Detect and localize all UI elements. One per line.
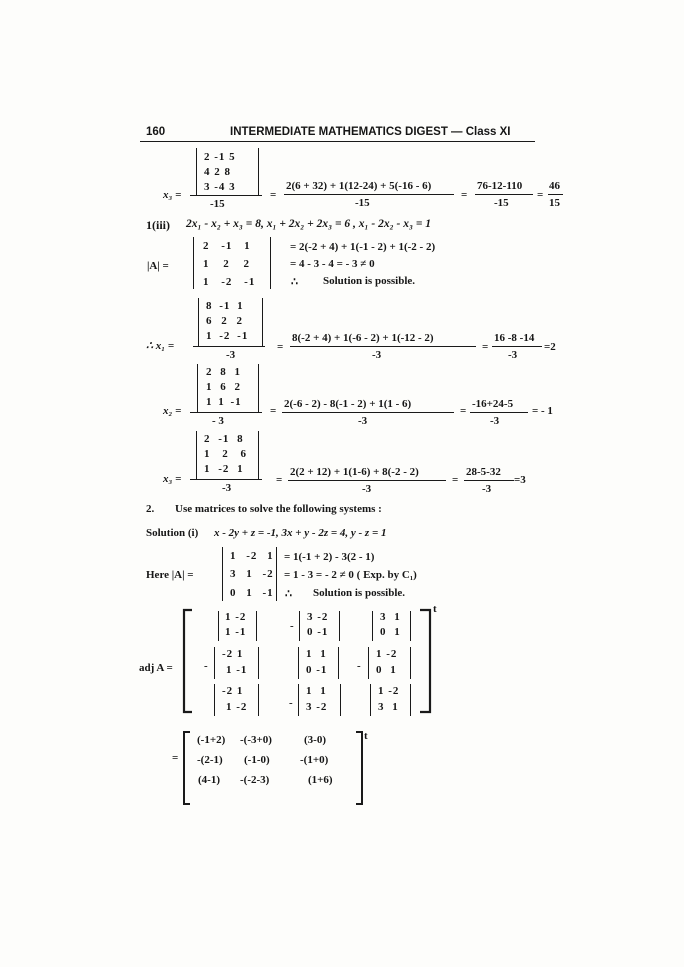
problem-2-text: Use matrices to solve the following systems : bbox=[175, 503, 382, 515]
result-sup: t bbox=[364, 730, 368, 742]
lhs-x3a: x₃ = bbox=[163, 189, 182, 201]
x2-result: = - 1 bbox=[532, 405, 553, 417]
result-denominator: 15 bbox=[549, 197, 560, 209]
x1-result: =2 bbox=[544, 341, 556, 353]
system-equations: 2x₁ - x₂ + x₃ = 8, x₁ + 2x₂ + 2x₃ = 6 , x₁ - 2x₂ - x₃ = 1 bbox=[186, 218, 432, 230]
solution-possible: Solution is possible. bbox=[323, 275, 416, 287]
numerator-sum: 76-12-110 bbox=[477, 180, 523, 192]
solution-label: Solution (i) bbox=[146, 527, 199, 539]
fraction-bar bbox=[190, 195, 262, 196]
header-rule bbox=[140, 141, 535, 142]
result-numerator: 46 bbox=[549, 180, 560, 192]
problem-label: 1(iii) bbox=[146, 218, 170, 232]
denominator: -15 bbox=[210, 198, 225, 210]
problem-2-label: 2. bbox=[146, 503, 155, 515]
system-equations-2: x - 2y + z = -1, 3x + y - 2z = 4, y - z = 1 bbox=[214, 527, 387, 539]
x3-result: =3 bbox=[514, 474, 526, 486]
det-label: |A| = bbox=[147, 260, 169, 272]
denominator-expansion: -15 bbox=[355, 197, 370, 209]
adj-label: adj A = bbox=[139, 662, 173, 674]
running-title: INTERMEDIATE MATHEMATICS DIGEST — Class XI bbox=[230, 126, 511, 138]
equals: = bbox=[270, 189, 277, 201]
lhs-x2: x₂ = bbox=[163, 405, 182, 417]
transpose-sup: t bbox=[433, 603, 437, 615]
result-equals: = bbox=[172, 752, 179, 764]
therefore-symbol: ∴ bbox=[291, 276, 298, 288]
expansion-line-2: = 4 - 3 - 4 = - 3 ≠ 0 bbox=[290, 258, 375, 270]
page-number: 160 bbox=[146, 126, 166, 138]
numerator-expansion: 2(6 + 32) + 1(12-24) + 5(-16 - 6) bbox=[286, 180, 432, 192]
lhs-x3b: x₃ = bbox=[163, 473, 182, 485]
expansion-line-1: = 2(-2 + 4) + 1(-1 - 2) + 1(-2 - 2) bbox=[290, 241, 436, 253]
lhs-x1: ∴ x₁ = bbox=[146, 340, 175, 352]
here-label: Here |A| = bbox=[146, 569, 194, 581]
